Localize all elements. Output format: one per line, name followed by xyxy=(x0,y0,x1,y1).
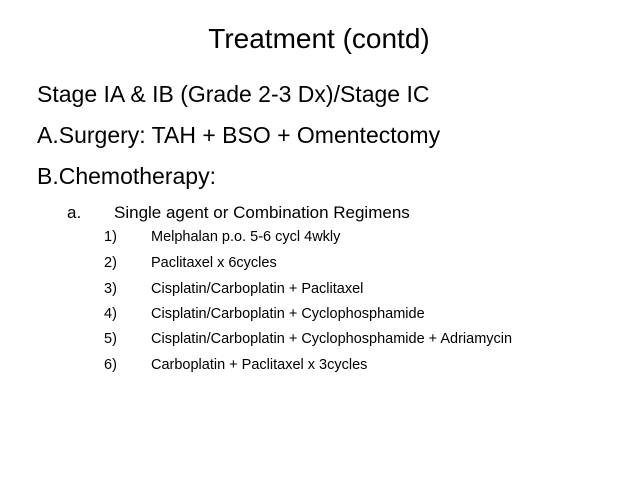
chemotherapy-line: B.Chemotherapy: xyxy=(37,163,216,189)
regimen-number: 3) xyxy=(104,281,117,297)
regimen-item xyxy=(104,254,277,272)
subpoint-marker: a. xyxy=(67,203,82,222)
regimen-text: Carboplatin + Paclitaxel x 3cycles xyxy=(151,357,368,373)
regimen-text: Cisplatin/Carboplatin + Paclitaxel xyxy=(151,281,364,297)
regimen-number: 6) xyxy=(104,357,117,373)
surgery-line: A.Surgery: TAH + BSO + Omentectomy xyxy=(37,122,441,148)
regimen-subpoint xyxy=(67,202,410,223)
regimen-number: 2) xyxy=(104,255,117,271)
slide-title: Treatment (contd) xyxy=(208,23,430,54)
regimen-item xyxy=(104,228,340,246)
regimen-item xyxy=(104,280,363,298)
regimen-number: 4) xyxy=(104,306,117,322)
subpoint-text: Single agent or Combination Regimens xyxy=(114,203,410,222)
stage-line: Stage IA & IB (Grade 2-3 Dx)/Stage IC xyxy=(37,81,430,107)
regimen-number: 1) xyxy=(104,229,117,245)
regimen-text: Paclitaxel x 6cycles xyxy=(151,255,277,271)
regimen-text: Cisplatin/Carboplatin + Cyclophosphamide xyxy=(151,306,425,322)
regimen-item xyxy=(104,330,512,348)
regimen-number: 5) xyxy=(104,331,117,347)
regimen-text: Melphalan p.o. 5-6 cycl 4wkly xyxy=(151,229,341,245)
regimen-item xyxy=(104,356,367,374)
regimen-text: Cisplatin/Carboplatin + Cyclophosphamide + Adriamycin xyxy=(151,331,513,347)
regimen-item xyxy=(104,305,425,323)
